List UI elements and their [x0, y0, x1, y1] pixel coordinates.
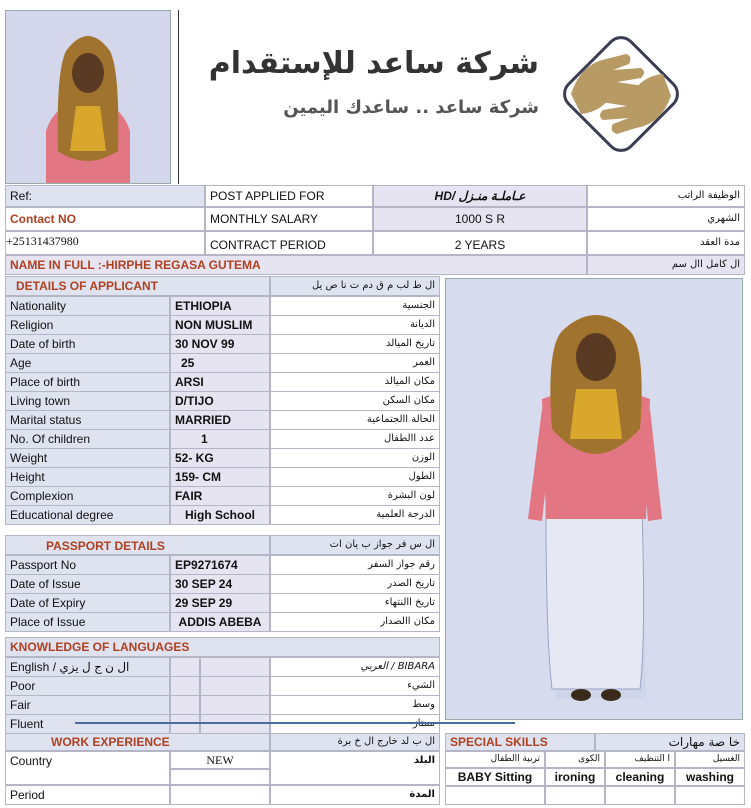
lang-level-ar: ممتاز	[270, 714, 440, 734]
lang-level: Fair	[5, 695, 170, 715]
period-label: CONTRACT PERIOD	[205, 231, 373, 255]
lang-blank	[200, 714, 270, 734]
salary-label: MONTHLY SALARY	[205, 207, 373, 231]
contact-label: Contact NO	[5, 207, 205, 231]
full-body-figure	[446, 279, 742, 719]
row-value: High School	[170, 505, 270, 525]
row-label: Place of Issue	[5, 612, 170, 632]
row-value: ARSI	[170, 372, 270, 392]
row-ar: تاريخ الميالد	[270, 334, 440, 354]
passport-title-ar: ال س فر جواز ب يان ات	[270, 535, 440, 555]
company-banner	[178, 10, 745, 184]
period-label: Period	[5, 785, 170, 805]
row-ar: الوزن	[270, 448, 440, 468]
row-label: Height	[5, 467, 170, 487]
row-value: 25	[170, 353, 270, 373]
row-label: Date of Expiry	[5, 593, 170, 613]
helping-hands-logo	[551, 24, 691, 164]
lang-blank	[200, 676, 270, 696]
row-label: Complexion	[5, 486, 170, 506]
fluent-rule	[75, 722, 515, 724]
row-label: Date of birth	[5, 334, 170, 354]
skill-blank	[445, 786, 545, 805]
row-label: Passport No	[5, 555, 170, 575]
lang-blank	[170, 676, 200, 696]
country-blank	[170, 769, 270, 785]
skill-item: washing	[675, 768, 745, 786]
row-ar: تاريخ الصدر	[270, 574, 440, 594]
row-value: NON MUSLIM	[170, 315, 270, 335]
skill-ar: تربية االطفال	[445, 751, 545, 768]
salary-ar: الشهري	[587, 207, 745, 231]
passport-title: PASSPORT DETAILS	[5, 535, 270, 555]
ref-label: Ref:	[5, 185, 205, 207]
row-value: 1	[170, 429, 270, 449]
row-ar: الجنسية	[270, 296, 440, 316]
skill-blank	[605, 786, 675, 805]
headshot-figure	[6, 11, 170, 183]
row-value: MARRIED	[170, 410, 270, 430]
country-label: Country	[5, 751, 170, 785]
country-value: NEW	[170, 751, 270, 769]
country-ar: البلد	[270, 751, 440, 785]
row-value: 159- CM	[170, 467, 270, 487]
row-ar: مكان السكن	[270, 391, 440, 411]
salary-value: 1000 S R	[373, 207, 587, 231]
skill-blank	[675, 786, 745, 805]
skill-item: cleaning	[605, 768, 675, 786]
row-value: 30 NOV 99	[170, 334, 270, 354]
row-ar: الدرجة العلمية	[270, 505, 440, 525]
row-label: Place of birth	[5, 372, 170, 392]
post-label: POST APPLIED FOR	[205, 185, 373, 207]
row-ar: مكان الميالد	[270, 372, 440, 392]
skills-title: SPECIAL SKILLS	[445, 733, 595, 751]
row-value: FAIR	[170, 486, 270, 506]
applicant-full-photo	[445, 278, 743, 720]
row-label: Weight	[5, 448, 170, 468]
applicant-title: DETAILS OF APPLICANT	[5, 276, 270, 296]
skills-title-ar: خا صة مهارات	[595, 733, 745, 751]
applicant-headshot	[5, 10, 171, 184]
row-label: Educational degree	[5, 505, 170, 525]
row-ar: الحالة االجتماعية	[270, 410, 440, 430]
row-ar: الطول	[270, 467, 440, 487]
work-title: WORK EXPERIENCE	[5, 733, 270, 751]
row-value: ADDIS ABEBA	[170, 612, 270, 632]
row-ar: تاريخ االنتهاء	[270, 593, 440, 613]
row-ar: مكان االصدار	[270, 612, 440, 632]
row-value: ETHIOPIA	[170, 296, 270, 316]
full-name-ar: ال كامل اال سم	[587, 255, 745, 275]
row-label: No. Of children	[5, 429, 170, 449]
lang-level-ar: وسط	[270, 695, 440, 715]
row-label: Age	[5, 353, 170, 373]
company-name: شركة ساعد للإستقدام	[208, 46, 539, 81]
row-value: 29 SEP 29	[170, 593, 270, 613]
row-ar: رقم جواز السفر	[270, 555, 440, 575]
contact-value: +25131437980	[5, 231, 205, 255]
row-ar: العمر	[270, 353, 440, 373]
lang-blank	[170, 657, 200, 677]
row-label: Nationality	[5, 296, 170, 316]
full-name: NAME IN FULL :-HIRPHE REGASA GUTEMA	[5, 255, 587, 275]
row-label: Marital status	[5, 410, 170, 430]
lang-level: Fluent	[5, 714, 170, 734]
row-ar: الديانة	[270, 315, 440, 335]
skill-ar: ا التنظيف	[605, 751, 675, 768]
passport-number: EP9271674	[170, 555, 270, 575]
work-title-ar: ال ب لد خارج ال خ برة	[270, 733, 440, 751]
skill-ar: الكوى	[545, 751, 605, 768]
skill-item: BABY Sitting	[445, 768, 545, 786]
row-ar: لون البشرة	[270, 486, 440, 506]
english-header: English / ال ن ج ل يزي	[5, 657, 170, 677]
row-value: 52- KG	[170, 448, 270, 468]
skill-item: ironing	[545, 768, 605, 786]
languages-title: KNOWLEDGE OF LANGUAGES	[5, 637, 440, 657]
row-label: Living town	[5, 391, 170, 411]
company-tagline: شركة ساعد .. ساعدك اليمين	[283, 97, 539, 118]
lang-blank	[170, 695, 200, 715]
skill-ar: الغسيل	[675, 751, 745, 768]
row-ar: عدد االطفال	[270, 429, 440, 449]
lang-blank	[200, 657, 270, 677]
row-value: 30 SEP 24	[170, 574, 270, 594]
period-value: 2 YEARS	[373, 231, 587, 255]
row-label: Date of Issue	[5, 574, 170, 594]
lang-blank	[200, 695, 270, 715]
lang-blank	[170, 714, 200, 734]
period-ar: مدة العقد	[587, 231, 745, 255]
row-value: D/TIJO	[170, 391, 270, 411]
row-label: Religion	[5, 315, 170, 335]
lang-level-ar: الشيء	[270, 676, 440, 696]
period-blank	[170, 785, 270, 805]
lang-level: Poor	[5, 676, 170, 696]
post-value: HD/ عـاملـة منـزل	[373, 185, 587, 207]
post-ar: الوظيفة الراتب	[587, 185, 745, 207]
period-ar: المدة	[270, 785, 440, 805]
skill-blank	[545, 786, 605, 805]
arabic-header: BIBARA / العربي	[270, 657, 440, 677]
applicant-title-ar: ال ط لب م ق دم ت نا ص يل	[270, 276, 440, 296]
